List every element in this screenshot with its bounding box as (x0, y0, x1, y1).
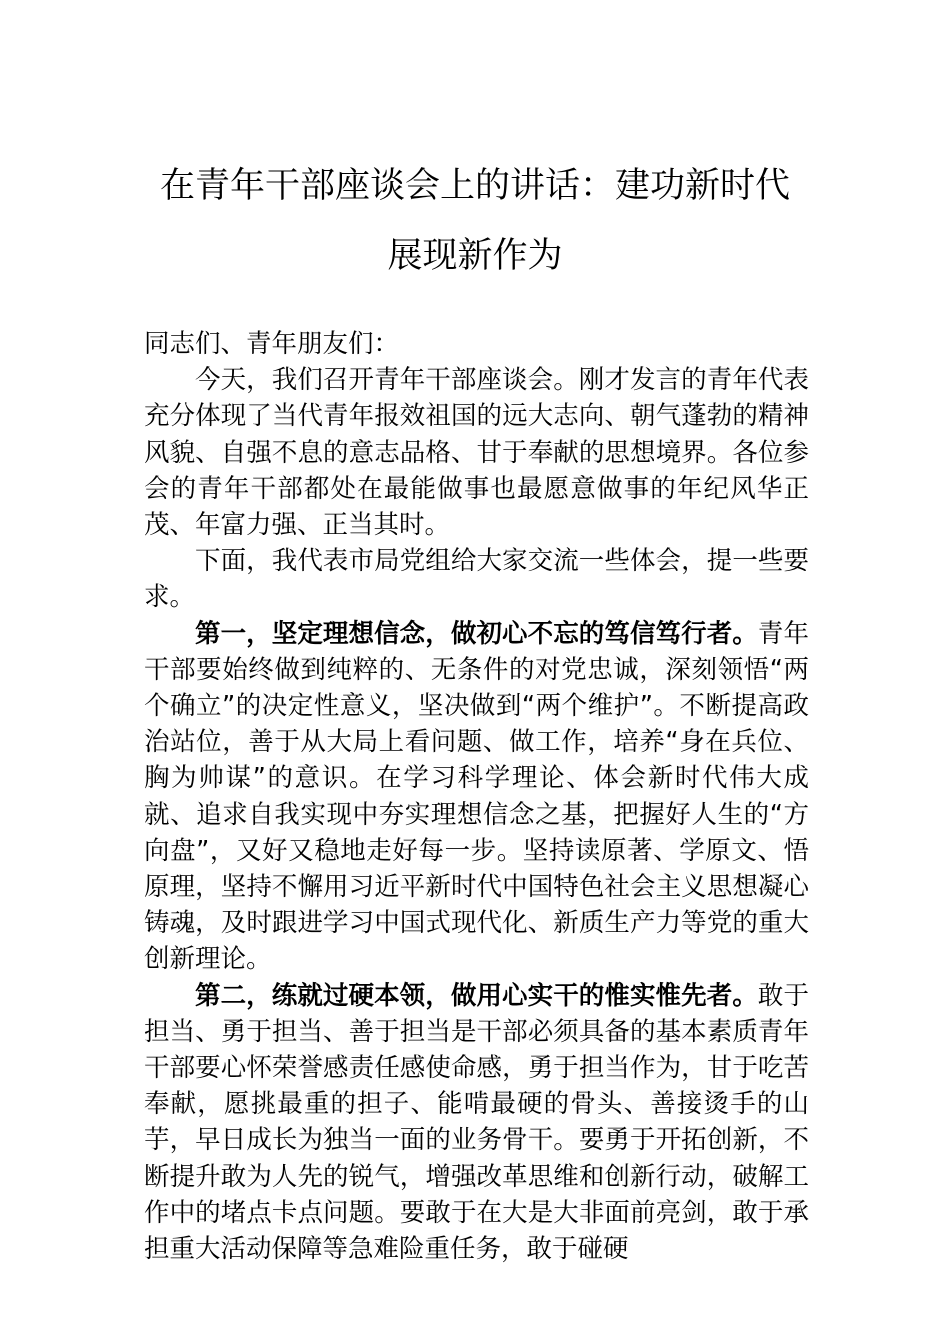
first-point-body: 青年干部要始终做到纯粹的、无条件的对党忠诚，深刻领悟“两个确立”的决定性意义，坚决做到“两个维护”。不断提高政治站位，善于从大局上看问题、做工作，培养“身在兵位、胸为帅谋”的意识。在学习科学理论、体会新时代伟大成就、追求自我实现中夯实理想信念之基，把握好人生的“方向盘”，又好又稳地走好每一步。坚持读原著、学原文、悟原理，坚持不懈用习近平新时代中国特色社会主义思想凝心铸魂，及时跟进学习中国式现代化、新质生产力等党的重大创新理论。 (144, 618, 809, 975)
paragraph-intro: 下面，我代表市局党组给大家交流一些体会，提一些要求。 (144, 546, 809, 613)
salutation: 同志们、青年朋友们： (144, 329, 400, 359)
document-body (144, 326, 809, 1267)
first-point-heading: 第一，坚定理想信念，做初心不忘的笃信笃行者。 (195, 618, 758, 649)
document-title-line-2: 展现新作为 (387, 236, 563, 276)
second-point-heading: 第二，练就过硬本领，做用心实干的惟实惟先者。 (195, 980, 758, 1011)
second-point-body: 敢于担当、勇于担当、善于担当是干部必须具备的基本素质青年干部要心怀荣誉感责任感使命感，勇于担当作为，甘于吃苦奉献，愿挑最重的担子、能啃最硬的骨头、善接烫手的山芋，早日成长为独当一面的业务骨干。要勇于开拓创新，不断提升敢为人先的锐气，增强改革思维和创新行动，破解工作中的堵点卡点问题。要敢于在大是大非面前亮剑，敢于承担重大活动保障等急难险重任务，敢于碰硬 (144, 980, 809, 1265)
document-title-line-1: 在青年干部座谈会上的讲话：建功新时代 (159, 166, 790, 206)
paragraph-second-point (144, 978, 809, 1268)
paragraph-first-point (144, 616, 809, 978)
paragraph-opening: 今天，我们召开青年干部座谈会。刚才发言的青年代表充分体现了当代青年报效祖国的远大志向、朝气蓬勃的精神风貌、自强不息的意志品格、甘于奉献的思想境界。各位参会的青年干部都处在最能做事也最愿意做事的年纪风华正茂、年富力强、正当其时。 (144, 365, 809, 541)
